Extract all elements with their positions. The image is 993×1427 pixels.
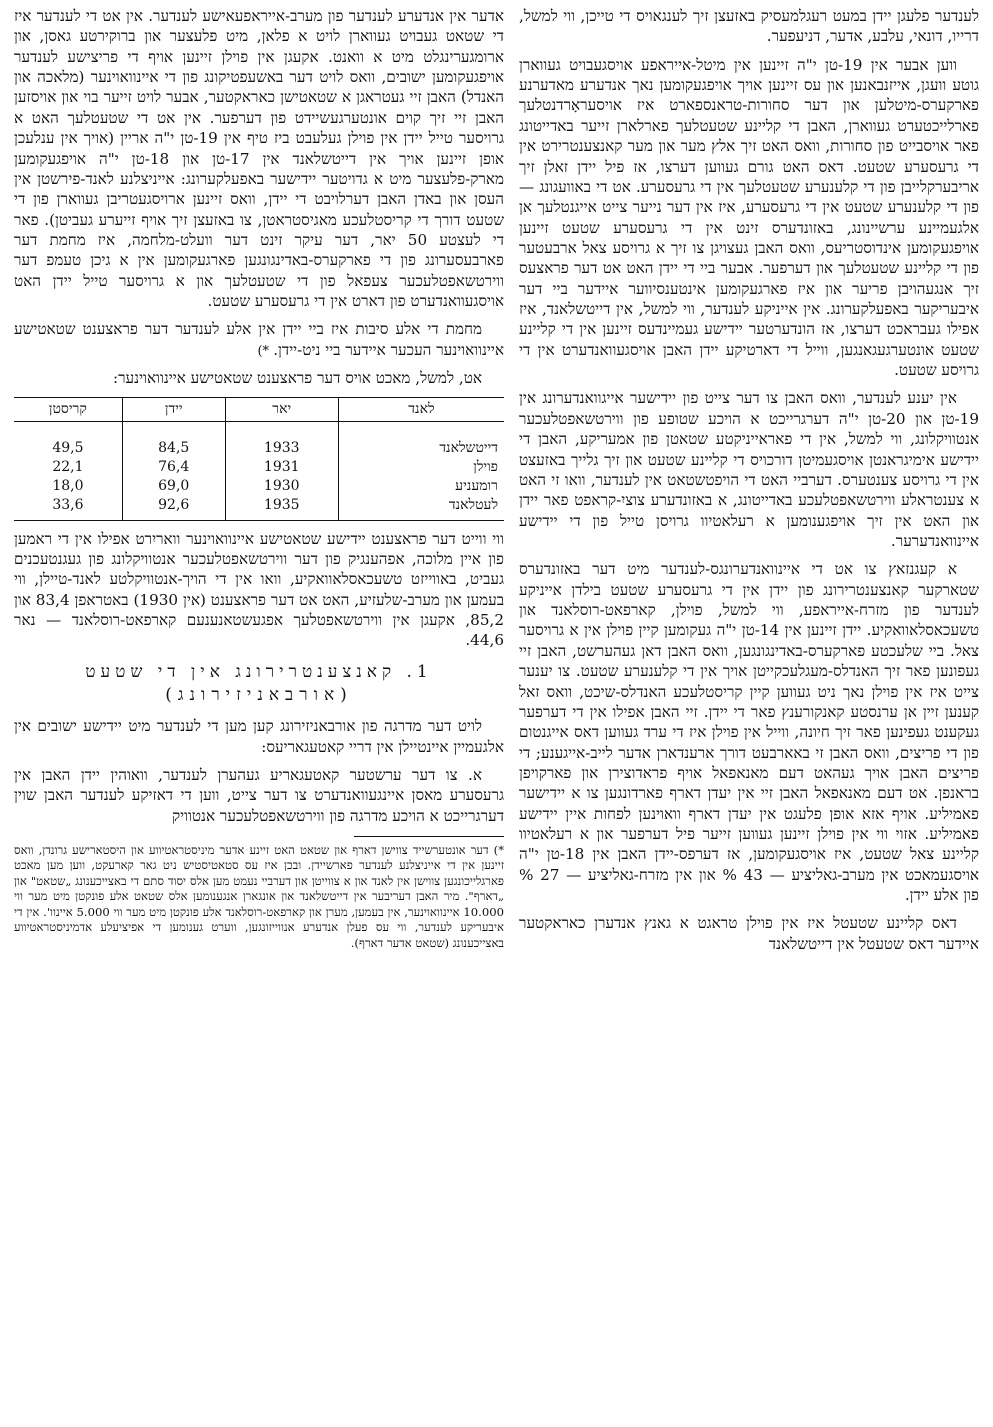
cell-year: 1930: [225, 477, 338, 496]
header-year: יאר: [225, 397, 338, 421]
footnote: *) דער אונטערשייד צווישן דארף און שטאט האט זיינע אדער מיניסטראטיווע און היסטארישע גרונדן, וואס זיינען אין די אייניצלנע לענדער פארשיידן. ובכן איז עס סטאטיסטיש ניט גאר קארעקט, ווען מען מאכט פארגלייכונגען צווישן אין לאנד און א צווייטן און דערביי נעמט מען אלס יסוד סתם די באצייכענונג „שטאט" און „דארף". מיר האבן דעריבער אין דייטשלאנד און אונגארן אנגענומען אלס שטאט אלע פונקטן מיט מער ווי 10.000 איינוואוינער, אין בעמען, מערן און קארפאט-רוסלאנד אלע פונקטן מיט מער ווי 5.000 איינוו'. אין די איבעריקע לענדער, ווי עס פעלן אנדערע אנווייזונגען, ווערט גענומען די אפיציעלע אדמיניסטראטיווע באצייכענונג (שטאט אדער דארף).: [14, 843, 504, 950]
paragraph-category-a: א. צו דער ערשטער קאטעגאריע געהערן לענדער, וואוהין יידן האבן אין גרעסערע מאסן איינגעוואנדערט צו דער צייט, ווען די דאזיקע לענדער האבן שוין דערגרייכט א הויכע מדרגה פון ווירטשאפטלעכער אנטוויק: [14, 765, 504, 825]
cell-land: לעטלאנד: [338, 496, 504, 521]
left-column: [14, 6, 504, 1421]
cell-land: פוילן: [338, 458, 504, 477]
right-column: [519, 6, 979, 1421]
paragraph-rivers: לענדער פלעגן יידן במעט רעגלמעסיק באזעצן זיך לענגאויס די טייכן, ווי למשל, דרייו, דונאי, עלבע, אדער, דניעפער.: [519, 7, 979, 46]
cell-year: 1933: [225, 421, 338, 458]
table-row: [14, 458, 504, 477]
cell-jews: 69,0: [122, 477, 225, 496]
cell-jews: 84,5: [122, 421, 225, 458]
paragraph-czechoslovakia: ווי ווייט דער פראצענט יידישע שטאטישע איינוואוינער וואריִרט אפילו אין די ראמען פון איין מלוכה, אפהענגיק פון דער ווירטשאפטלעכער אנטוויקלונג פון געגנטעכנים געביט, באווייזט טשעכאסלאוואקיע, וואו אין די הויך-אנטוויקלטע לאנד-טיילן, ווי בעמען און מערב-שלעזיע, האט אט דער פראצענט (אין 1930) באטראפן 83,4 און 85,2, אקעגן אין ווירטשאפטלעך אפגעשטאנענעם קארפאט-רוסלאנד — נאר 44,6.: [14, 529, 504, 650]
paragraph-transport: ווען אבער אין 19-טן י"ה זיינען אין מיטל-אייראפע אויסגעבויט געווארן גוטע וועגן, אייזנבאנען און עס זיינען אויך אויפגעקומען נאך אנדערע מאדערנע פארקערס-מיטלען און דער סחורות-טראנספארט איז אויסעראָרדנטלעך פארלייכטערט געווארן, האבן די קליינע שטעטלעך פארלארן זייער באדייטונג פאר אויסבייט פון סחורות, וואס האט זיך אלץ מער און מער קאנצענטרירט אין די גרעסערע שטעט. דאס האט גורם געווען דערצו, אז פיל יידן זאלן זיך אריבערקלייבן פון די קלענערע שטעטלעך אין די גרעסערע. אט די באוועגונג — פון די קלענערע שטעט אין די גרעסערע, איז אין דער נייער צייט אייגנטלעך אן אלגעמיינע ערשיינונג, באזונדערס זינט אין די גרעסערע שטעט זיינען אויפגעקומען אינדוסטריעס, וואס האבן געצויגן צו זיך א גרויסע צאל ארבעטער פון די קליינע שטעטלעך און דערפער. אבער ביי די יידן האט אט דער פראצעס זיך אנגעהויבן פריער און איז פארגעקומען אינטענסיווער איידער ביי דער איבעריקער באפעלקערונג. אין אייניקע לענדער, ווי למשל, אין דייטשלאנד, איז אפילו געבראכט דערצו, אז הונדערטער יידישע געמיינדעס זיינען אין די קליינע שטעט אונטערגעגאנגען, ווייל די דארטיקע יידן האבן אויסגעוואנדערט אין די גרויסע שטעט.: [519, 55, 979, 380]
document-page: [14, 6, 979, 1421]
table-row: [14, 477, 504, 496]
section-title: 1. קאנצענטרירונג אין די שטעט: [85, 661, 433, 682]
paragraph-shtetl: דאס קליינע שטעטל איז אין פוילן טראגט א גאנץ אנדערן כאראקטער איידער דאס שטעטל אין דייטשלאנד: [519, 914, 979, 953]
cell-christians: 18,0: [52, 478, 84, 495]
cell-jews: 76,4: [122, 458, 225, 477]
header-jews: יידן: [122, 397, 225, 421]
cell-year: 1935: [225, 496, 338, 521]
paragraph-reasons: [14, 319, 504, 360]
paragraph-eastern-europe: א קעגנזאץ צו אט די איינוואנדערונגס-לענדער מיט דער באזונדערס שטארקער קאנצענטרירונג פון יידן אין די גרעסערע שטעט בילדן אייניקע לענדער פון מזרח-אייראפע, ווי למשל, פוילן, קארפאט-רוסלאנד און טשעכאסלאוואקיע. יידן זיינען אין 14-טן י"ה געקומען קיין פוילן אין א גרויסער צאל. ביי שלעכטע פארקערס-באדינגונגען, וואס האבן דאן געהערשט, האבן זיי געפונען פאר זיך האנדלס-מעגלעכקייטן אויך אין די קלענערע שטעט. צו יענער צייט איז אין פוילן נאך ניט געווען קיין קריסטלעכע האנדלס-שיכט, וואס זאל קענען זיין אן ערנסטע קאנקורענץ פאר די יידן. זיי האבן אפילו אין די דערפער געקענט געפינען פאר זיך חיונה, ווייל אין פוילן איז די ערד געווען דאס אייגנטום פון די פריצים, וואס האבן זי באארבעט דורך ארענדארן אדער לייב-אייגענע; די פריצים האבן אויך געהאט דעם מאנאפאל אויף פראדוצירן און פארקויפן בראנפן. אט דעם מאנאפאל האבן זיי אין יעדן דארף פארדונגען צו א יידישער פאמיליע. אויף אזא אופן פלעגט אין יעדן דארף וואוינען לפחות איין יידישע פאמיליע. אזוי ווי אין פוילן זיינען געווען זייער פיל דערפער און א רעלאטיוו קליינע צאל שטעט, איז אויסגעקומען, אז דערפס-יידן האבן אין 18-טן י"ה אויסגעמאכט אין מערב-גאליציע — 43 % און אין מזרח-גאליציע — 27 % פון אלע יידן.: [519, 560, 979, 905]
cell-land: רומעניע: [338, 477, 504, 496]
header-christians: קריסטן: [14, 397, 122, 421]
cell-christians: 33,6: [52, 497, 84, 514]
paragraph-continuation: אדער אין אנדערע לענדער פון מערב-אייראפעאישע לענדער. אין אט די לענדער איז די שטאט געבויט געווארן לויט א פלאן, מיט פלעצער און ברוקירטע גאסן, און ארומגערינגלט מיט א וואנט. אקעגן אין פוילן זיינען אויף די פריצישע לענדער אויפגעקומען ישובים, וואס לויט דער באשעפטיקונג פון די איינוואוינער (מלאכה און האנדל) האבן זיי געטראגן א שטאטישן כאראקטער, אבער לויט זייער בוי און אויסזען האבן זיי זיך קוים אונטערגעשיידט פון דערפער. אין אט די שטעטלעך האט א גרויסער טייל יידן אין פוילן געלעבט ביז טיף אין 19-טן י"ה אריין (אויך אין ענלעכן אופן זיינען אויך אין דייטשלאנד אין 17-טן און 18-טן י"ה אויפגעקומען מארק-פלעצער מיט א גדויטער יידישער באפעלקערונג: אייניצלנע לאנד-פירשטן אין העסן און באדן האבן דערלויבט די יידן, וואס זיינען ארויסגעטריבן געווארן פון די שטעט דורך די קריסטלעכע מאגיסטראטן, צו באזעצן זיך אויף זייערע געביטן). פאר די לעצטע 50 יאר, דער עיקר זינט דער וועלט-מלחמה, איז מחמת דער פארבעסערונג פון די פארקערס-באדינגונגען פארגעקומען אין א גיכן טעמפ דער ווירטשאפטלעכער צעפאל פון די שטעטלעך און א גרויסער טייל יידן האט אויסגעוואנדערט פון דארט אין די גרעסערע שטעט.: [14, 7, 504, 311]
section-subtitle: (אורבאניזירונג): [165, 685, 353, 706]
table-row: [14, 421, 504, 458]
section-heading: [14, 661, 504, 709]
header-land: לאנד: [338, 397, 504, 421]
table-row: [14, 496, 504, 521]
table-header-row: [14, 397, 504, 421]
cell-year: 1931: [225, 458, 338, 477]
footnote-marker: *): [257, 343, 274, 359]
cell-jews: 92,6: [122, 496, 225, 521]
footnote-divider: [354, 836, 504, 837]
cell-christians: 49,5: [52, 440, 84, 457]
paragraph-categories: לויט דער מדרגה פון אורבאניזירונג קען מען די לענדער מיט יידישע ישובים אין אלגעמיין איינטיילן אין דריי קאטעגאריעס:: [14, 717, 504, 756]
paragraph-immigration: אין יענע לענדער, וואס האבן צו דער צייט פון יידישער אייגוואנדערונג אין 19-טן און 20-טן י"ה דערגרייכט א הויכע שטופע פון ווירטשאפטלעכער אנטוויקלונג, ווי למשל, אין די פאראייניקטע שטאטן פון אמעריקע, האבן די יידישע אימיגראנטן אויסגעמיטן דורכויס די קליינע שטעט און זיך גלייך באזעצט אין די גרויסע צענטערס. דערביי האט די הויפטשטאט אין לענדער, וואו זי האט א צענטראלע ווירטשאפטלעכע באדייטונג, א באזונדערע צוציִ-קראפט פאר יידן און האט אין זיך אויפגענומען א רעלאטיוו גרויסן טייל פון די יידישע איינוואנדערער.: [519, 389, 979, 550]
paragraph-reasons-text: מחמת די אלע סיבות איז ביי יידן אין אלע לענדער דער פראצענט שטאטישע איינוואוינער העכער איידער ביי ניט-יידן.: [14, 320, 504, 359]
cell-christians: 22,1: [52, 459, 84, 476]
paragraph-table-intro: אט, למשל, מאכט אויס דער פראצענט שטאטישע איינוואוינער:: [112, 369, 482, 388]
urban-percentage-table: [14, 397, 504, 521]
cell-land: דייטשלאנד: [338, 421, 504, 458]
